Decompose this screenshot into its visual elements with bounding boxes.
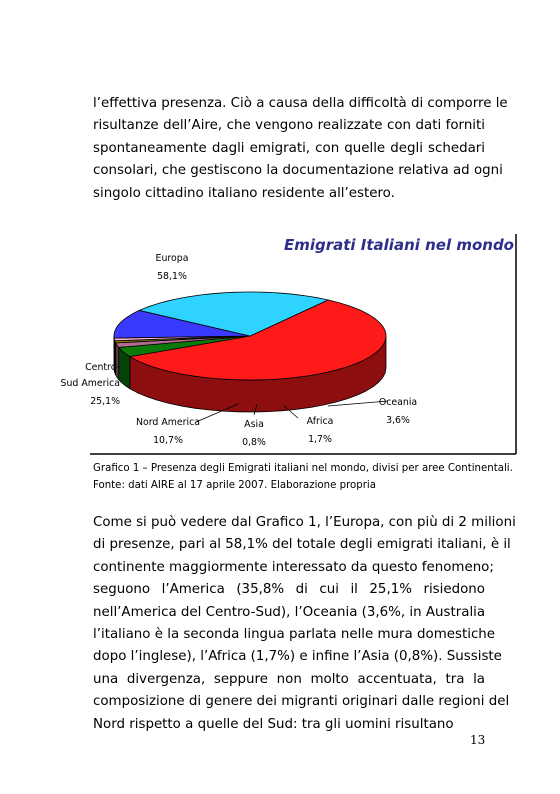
label-europa: Europa — [155, 253, 189, 264]
paragraph-top-line: consolari, che gestiscono la documentazione relativa ad ogni — [93, 163, 503, 179]
paragraph-bottom-line: nell’America del Centro-Sud), l’Oceania (3,6%, in Australia — [93, 604, 486, 620]
paragraph-bottom-line: composizione di genere dei migranti originari dalle regioni del — [93, 694, 510, 710]
label-centro-sud-america: Sud America — [60, 378, 120, 389]
label-asia: Asia — [244, 419, 264, 430]
value-africa: 1,7% — [308, 434, 332, 445]
label-nord-america: Nord America — [135, 417, 201, 428]
paragraph-bottom-line: dopo l’inglese), l’Africa (1,7%) e infine l’Asia (0,8%). Sussiste — [93, 649, 502, 665]
chart-title: Emigrati Italiani nel mondo — [283, 236, 514, 254]
label-oceania: Oceania — [378, 397, 418, 408]
paragraph-bottom-line: di presenze, pari al 58,1% del totale degli emigrati italiani, è il — [93, 537, 511, 553]
value-europa: 58,1% — [157, 271, 187, 282]
value-asia: 0,8% — [242, 437, 266, 448]
body-paragraph-bottom — [93, 512, 516, 736]
label-africa: Africa — [306, 416, 334, 427]
paragraph-top-line: spontaneamente dagli emigrati, con quelle degli schedari — [93, 140, 485, 156]
paragraph-bottom-line: Nord rispetto a quelle del Sud: tra gli uomini risultano — [93, 716, 454, 732]
value-centro-sud-america: 25,1% — [90, 396, 120, 407]
paragraph-bottom-line: continente maggiormente interessato da questo fenomeno; — [93, 559, 494, 575]
paragraph-top-line: risultanze dell’Aire, che vengono realizzate con dati forniti — [93, 118, 485, 134]
pie-chart — [60, 232, 518, 456]
pie-chart-svg — [60, 232, 518, 456]
caption-line-2: Fonte: dati AIRE al 17 aprile 2007. Elaborazione propria — [93, 479, 377, 491]
paragraph-bottom-line: seguono l’America (35,8% di cui il 25,1% risiedono — [93, 582, 485, 598]
page-number: 13 — [470, 733, 486, 747]
label-centro-sud-america: Centro- — [85, 362, 120, 373]
paragraph-bottom-line: una divergenza, seppure non molto accentuata, tra la — [93, 671, 485, 687]
value-oceania: 3,6% — [386, 415, 410, 426]
body-paragraph-top — [93, 93, 508, 205]
figure-caption — [93, 461, 513, 494]
value-nord-america: 10,7% — [153, 435, 183, 446]
paragraph-top-line: singolo cittadino italiano residente all’estero. — [93, 185, 395, 201]
paragraph-top-line: l’effettiva presenza. Ciò a causa della difficoltà di comporre le — [93, 96, 508, 111]
paragraph-bottom-line: Come si può vedere dal Grafico 1, l’Europa, con più di 2 milioni — [93, 515, 516, 530]
paragraph-bottom-line: l’italiano è la seconda lingua parlata nelle mura domestiche — [93, 627, 496, 643]
caption-line-1: Grafico 1 – Presenza degli Emigrati italiani nel mondo, divisi per aree Continentali. — [93, 463, 513, 474]
